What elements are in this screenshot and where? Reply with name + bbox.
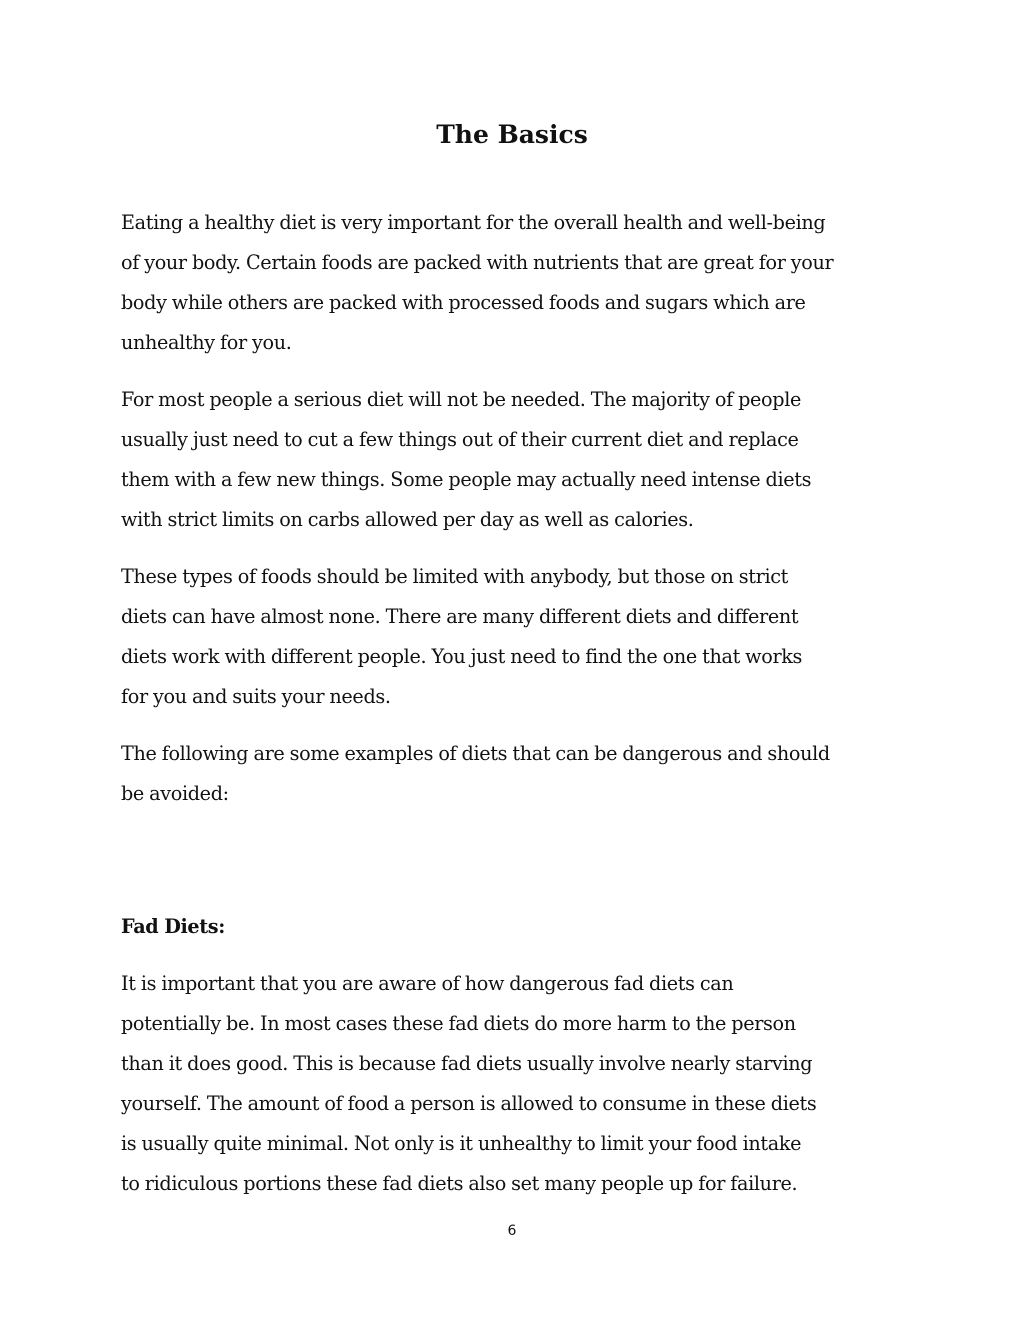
section-heading: Fad Diets: bbox=[121, 915, 225, 938]
text-line: them with a few new things. Some people may actually need intense diets bbox=[121, 468, 812, 491]
paragraph-3 bbox=[121, 557, 911, 717]
text-line: yourself. The amount of food a person is allowed to consume in these diets bbox=[121, 1092, 817, 1115]
text-line: The following are some examples of diets that can be dangerous and should bbox=[121, 742, 830, 765]
text-line: with strict limits on carbs allowed per day as well as calories. bbox=[121, 508, 694, 531]
text-line: potentially be. In most cases these fad diets do more harm to the person bbox=[121, 1012, 796, 1035]
page-title: The Basics bbox=[436, 120, 588, 149]
text-line: These types of foods should be limited with anybody, but those on strict bbox=[121, 565, 789, 588]
text-line: usually just need to cut a few things out of their current diet and replace bbox=[121, 428, 799, 451]
text-line: for you and suits your needs. bbox=[121, 685, 391, 708]
text-line: It is important that you are aware of how dangerous fad diets can bbox=[121, 972, 734, 995]
text-line: of your body. Certain foods are packed with nutrients that are great for your bbox=[121, 251, 834, 274]
text-line: Eating a healthy diet is very important for the overall health and well-being bbox=[121, 211, 826, 234]
text-line: body while others are packed with processed foods and sugars which are bbox=[121, 291, 806, 314]
page-number: 6 bbox=[507, 1223, 517, 1239]
paragraph-4 bbox=[121, 734, 911, 814]
text-line: be avoided: bbox=[121, 782, 229, 805]
paragraph-1 bbox=[121, 203, 911, 363]
text-line: than it does good. This is because fad diets usually involve nearly starving bbox=[121, 1052, 813, 1075]
paragraph-2 bbox=[121, 380, 911, 540]
text-line: to ridiculous portions these fad diets also set many people up for failure. bbox=[121, 1172, 798, 1195]
text-line: diets can have almost none. There are many different diets and different bbox=[121, 605, 799, 628]
text-line: is usually quite minimal. Not only is it unhealthy to limit your food intake bbox=[121, 1132, 802, 1155]
text-line: diets work with different people. You just need to find the one that works bbox=[121, 645, 803, 668]
text-line: unhealthy for you. bbox=[121, 331, 292, 354]
body-text bbox=[121, 203, 911, 1221]
paragraph-5 bbox=[121, 964, 911, 1204]
text-line: For most people a serious diet will not be needed. The majority of people bbox=[121, 388, 801, 411]
